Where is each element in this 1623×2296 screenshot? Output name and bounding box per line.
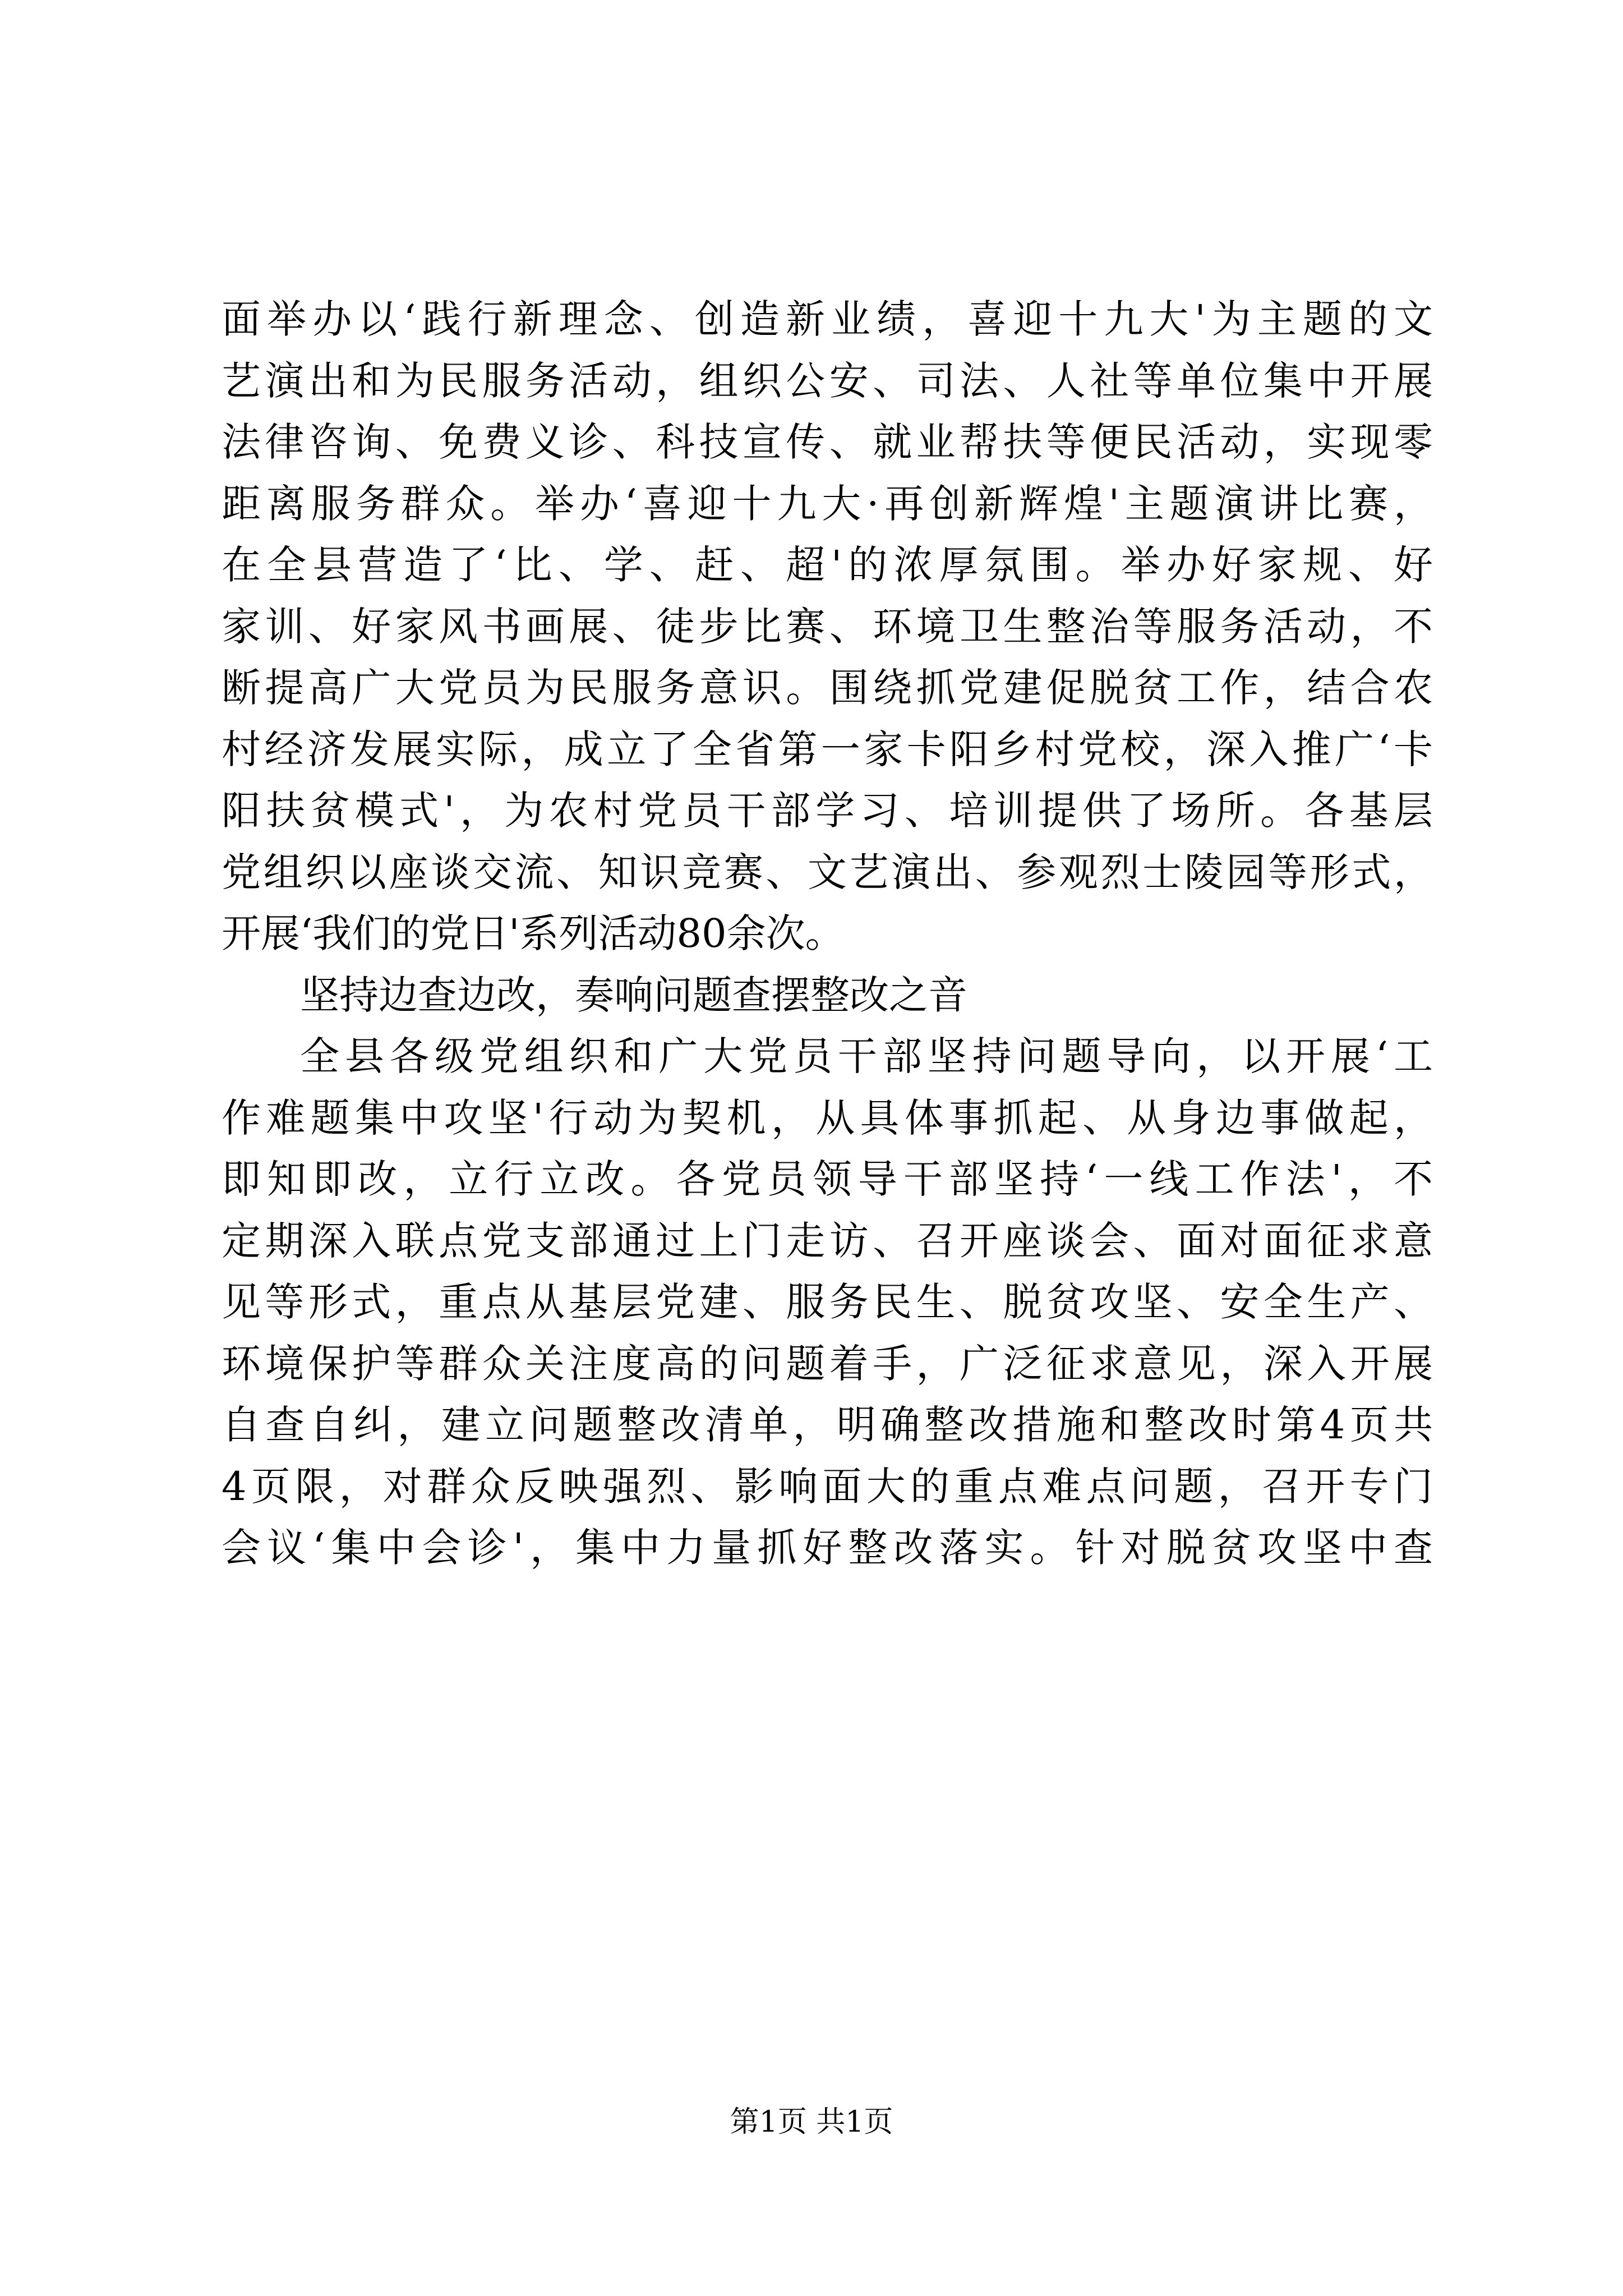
text-line: 法律咨询、免费义诊、科技宣传、就业帮扶等便民活动，实现零	[222, 419, 1433, 465]
text-line: 自查自纠，建立问题整改清单，明确整改措施和整改时第4页共	[222, 1402, 1433, 1448]
text-line: 面举办以‘践行新理念、创造新业绩，喜迎十九大'为主题的文	[222, 296, 1433, 342]
text-line: 作难题集中攻坚'行动为契机，从具体事抓起、从身边事做起，	[222, 1094, 1433, 1141]
text-line: 村经济发展实际，成立了全省第一家卡阳乡村党校，深入推广‘卡	[222, 726, 1433, 772]
text-line: 开展‘我们的党日'系列活动80余次。	[222, 910, 845, 956]
text-line: 党组织以座谈交流、知识竞赛、文艺演出、参观烈士陵园等形式，	[222, 849, 1433, 895]
page-number-footer: 第1页 共1页	[730, 2105, 893, 2139]
text-line: 距离服务群众。举办‘喜迎十九大·再创新辉煌'主题演讲比赛，	[222, 480, 1433, 527]
text-line: 4页限，对群众反映强烈、影响面大的重点难点问题，召开专门	[222, 1463, 1433, 1510]
body-text	[222, 289, 1433, 1579]
text-line: 家训、好家风书画展、徒步比赛、环境卫生整治等服务活动，不	[222, 603, 1433, 650]
text-line: 断提高广大党员为民服务意识。围绕抓党建促脱贫工作，结合农	[222, 665, 1433, 711]
text-line: 艺演出和为民服务活动，组织公安、司法、人社等单位集中开展	[222, 357, 1433, 404]
section-heading: 坚持边查边改，奏响问题查摆整改之音	[300, 972, 967, 1018]
text-line: 会议‘集中会诊'，集中力量抓好整改落实。针对脱贫攻坚中查	[222, 1525, 1433, 1571]
text-line: 全县各级党组织和广大党员干部坚持问题导向，以开展‘工	[300, 1033, 1433, 1079]
text-line: 阳扶贫模式'，为农村党员干部学习、培训提供了场所。各基层	[222, 788, 1433, 834]
text-line: 定期深入联点党支部通过上门走访、召开座谈会、面对面征求意	[222, 1217, 1433, 1264]
text-line: 见等形式，重点从基层党建、服务民生、脱贫攻坚、安全生产、	[222, 1279, 1433, 1325]
text-line: 环境保护等群众关注度高的问题着手，广泛征求意见，深入开展	[222, 1340, 1433, 1387]
text-line: 即知即改，立行立改。各党员领导干部坚持‘一线工作法'，不	[222, 1156, 1433, 1202]
text-line: 在全县营造了‘比、学、赶、超'的浓厚氛围。举办好家规、好	[222, 542, 1433, 588]
